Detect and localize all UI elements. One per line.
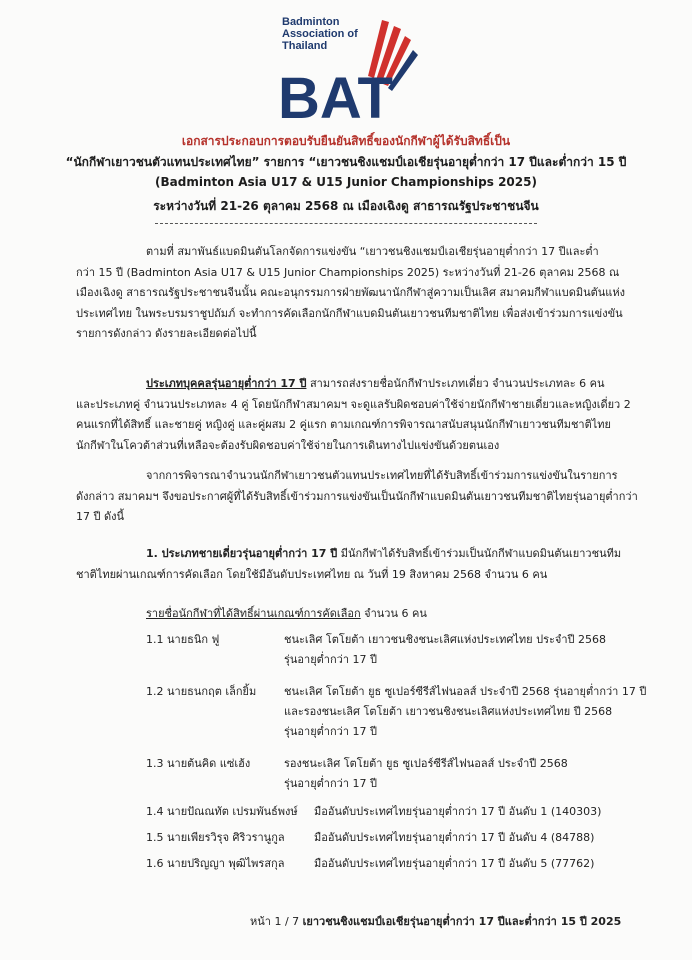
page-footer <box>250 912 621 930</box>
intro-line: รายการดังกล่าว ดังรายละเอียดต่อไปนี้ <box>76 327 257 340</box>
player-name: นายเพียรวิรุจ ศิริวรานูกูล <box>167 831 285 844</box>
player-row: 1.2 นายธนกฤต เล็กยิ้ม <box>146 685 257 698</box>
logo-org-name: Badminton Association of Thailand <box>282 16 358 52</box>
player-achievement: รองชนะเลิศ โตโยต้า ยูธ ซูเปอร์ซีรีส์ไฟนอลส์ ประจำปี 2568 รุ่นอายุต่ำกว่า 17 ปี <box>284 757 568 790</box>
consideration-line: 17 ปี ดังนี้ <box>76 510 125 523</box>
consideration-line: ดังกล่าว สมาคมฯ จึงขอประกาศผู้ที่ได้รับสิทธิ์เข้าร่วมการแข่งขันเป็นนักกีฬาแบดมินตันเยาวชนทีมชาติไทยรุ่นอายุต่ำกว่า <box>76 489 638 503</box>
player-name: นายธนิก ฟู <box>167 633 220 646</box>
footer-title: เยาวชนชิงแชมป์เอเชียรุ่นอายุต่ำกว่า 17 ปีและต่ำกว่า 15 ปี 2025 <box>302 915 622 928</box>
header-line-4: ระหว่างวันที่ 21-26 ตุลาคม 2568 ณ เมืองเฉิงดู สาธารณรัฐประชาชนจีน <box>153 199 539 213</box>
individual-paragraph <box>76 374 636 456</box>
player-row: 1.4 นายปัณณทัต เปรมพันธ์พงษ์ <box>146 805 298 818</box>
divider <box>155 223 537 224</box>
player-achievement: มืออันดับประเทศไทยรุ่นอายุต่ำกว่า 17 ปี อันดับ 4 (84788) <box>314 831 595 844</box>
consideration-paragraph <box>76 466 636 528</box>
player-row: 1.1 นายธนิก ฟู <box>146 633 220 646</box>
player-name: นายปัณณทัต เปรมพันธ์พงษ์ <box>167 805 298 818</box>
consideration-line: จากการพิจารณาจำนวนนักกีฬาเยาวชนตัวแทนประเทศไทยที่ได้รับสิทธิ์เข้าร่วมการแข่งขันในรายการ <box>146 469 618 482</box>
logo-acronym: BAT <box>278 66 393 126</box>
individual-text: สามารถส่งรายชื่อนักกีฬาประเภทเดี่ยว จำนวนประเภทละ 6 คน <box>306 377 605 390</box>
intro-line: เมืองเฉิงดู สาธารณรัฐประชาชนจีนนั้น คณะอนุกรรมการฝ่ายพัฒนานักกีฬาสู่ความเป็นเลิศ สมาคมกีฬาแบดมินตันแห่ง <box>76 286 625 299</box>
page-number: หน้า 1 / 7 <box>250 915 300 928</box>
bat-logo <box>270 14 420 126</box>
player-row: 1.3 นายต้นคิด แซ่เฮ้ง <box>146 757 251 770</box>
player-achievement: มืออันดับประเทศไทยรุ่นอายุต่ำกว่า 17 ปี อันดับ 5 (77762) <box>314 857 595 870</box>
intro-paragraph <box>76 242 636 345</box>
individual-line: นักกีฬาในโควต้าส่วนที่เหลือจะต้องรับผิดชอบค่าใช้จ่ายในการเดินทางไปแข่งขันด้วยตนเอง <box>76 438 500 452</box>
intro-line: ประเทศไทย ในพระบรมราชูปถัมภ์ จะทำการคัดเลือกนักกีฬาแบดมินตันเยาวชนทีมชาติไทย เพื่อส่งเข้าร่วมการแข่งขัน <box>76 306 623 320</box>
player-row: 1.5 นายเพียรวิรุจ ศิริวรานูกูล <box>146 831 285 844</box>
section1-line: ชาติไทยผ่านเกณฑ์การคัดเลือก โดยใช้มือันดับประเทศไทย ณ วันที่ 19 สิงหาคม 2568 จำนวน 6 คน <box>76 567 548 581</box>
individual-line: คนแรกที่ได้สิทธิ์ และชายคู่ หญิงคู่ และคู่ผสม 2 คู่แรก ตามเกณฑ์การพิจารณาสนับสนุนนักกีฬาเยาวชนทีมชาติไทย <box>76 418 611 431</box>
individual-heading: ประเภทบุคคลรุ่นอายุต่ำกว่า 17 ปี <box>146 377 307 390</box>
section1-heading: 1. ประเภทชายเดี่ยวรุ่นอายุต่ำกว่า 17 ปี <box>146 547 338 560</box>
player-list-heading: รายชื่อนักกีฬาที่ได้สิทธิ์ผ่านเกณฑ์การคัดเลือก จำนวน 6 คน <box>146 607 427 620</box>
player-name: นายธนกฤต เล็กยิ้ม <box>167 685 257 698</box>
header-line-2: “นักกีฬาเยาวชนตัวแทนประเทศไทย” รายการ “เยาวชนชิงแชมป์เอเชียรุ่นอายุต่ำกว่า 17 ปีและต่ำกว่า 15 ปี <box>65 155 627 169</box>
intro-line: กว่า 15 ปี (Badminton Asia U17 & U15 Junior Championships 2025) ระหว่างวันที่ 21-26 ตุลาคม 2568 ณ <box>76 265 620 279</box>
individual-line: และประเภทคู่ จำนวนประเภทละ 4 คู่ โดยนักกีฬาสมาคมฯ จะดูแลรับผิดชอบค่าใช้จ่ายนักกีฬาชายเดี่ยวและหญิงเดี่ยว 2 <box>76 397 631 411</box>
header-line-3: (Badminton Asia U17 & U15 Junior Championships 2025) <box>155 175 537 189</box>
document-title: เอกสารประกอบการตอบรับยืนยันสิทธิ์ของนักกีฬาผู้ได้รับสิทธิ์เป็น <box>181 134 511 148</box>
section1-paragraph <box>76 544 636 585</box>
player-achievement: ชนะเลิศ โตโยต้า เยาวชนชิงชนะเลิศแห่งประเทศไทย ประจำปี 2568 รุ่นอายุต่ำกว่า 17 ปี <box>284 633 606 666</box>
intro-line: ตามที่ สมาพันธ์แบดมินตันโลกจัดการแข่งขัน “เยาวชนชิงแชมป์เอเชียรุ่นอายุต่ำกว่า 17 ปีและต่ำ <box>146 245 599 258</box>
player-achievement: มืออันดับประเทศไทยรุ่นอายุต่ำกว่า 17 ปี อันดับ 1 (140303) <box>314 805 602 818</box>
player-achievement: ชนะเลิศ โตโยต้า ยูธ ซูเปอร์ซีรีส์ไฟนอลส์ ประจำปี 2568 รุ่นอายุต่ำกว่า 17 ปี และรองชนะเลิศ โตโยต้า เยาวชนชิงชนะเลิศแห่งประเทศไทย ปี 2568 รุ่นอายุต่ำกว่า 17 ปี <box>284 685 647 738</box>
player-row: 1.6 นายปริญญา พุฒิไพรสกุล <box>146 857 285 870</box>
player-name: นายต้นคิด แซ่เฮ้ง <box>167 757 251 770</box>
player-name: นายปริญญา พุฒิไพรสกุล <box>167 857 285 870</box>
section1-text: มีนักกีฬาได้รับสิทธิ์เข้าร่วมเป็นนักกีฬาแบดมินตันเยาวชนทีม <box>337 547 622 560</box>
